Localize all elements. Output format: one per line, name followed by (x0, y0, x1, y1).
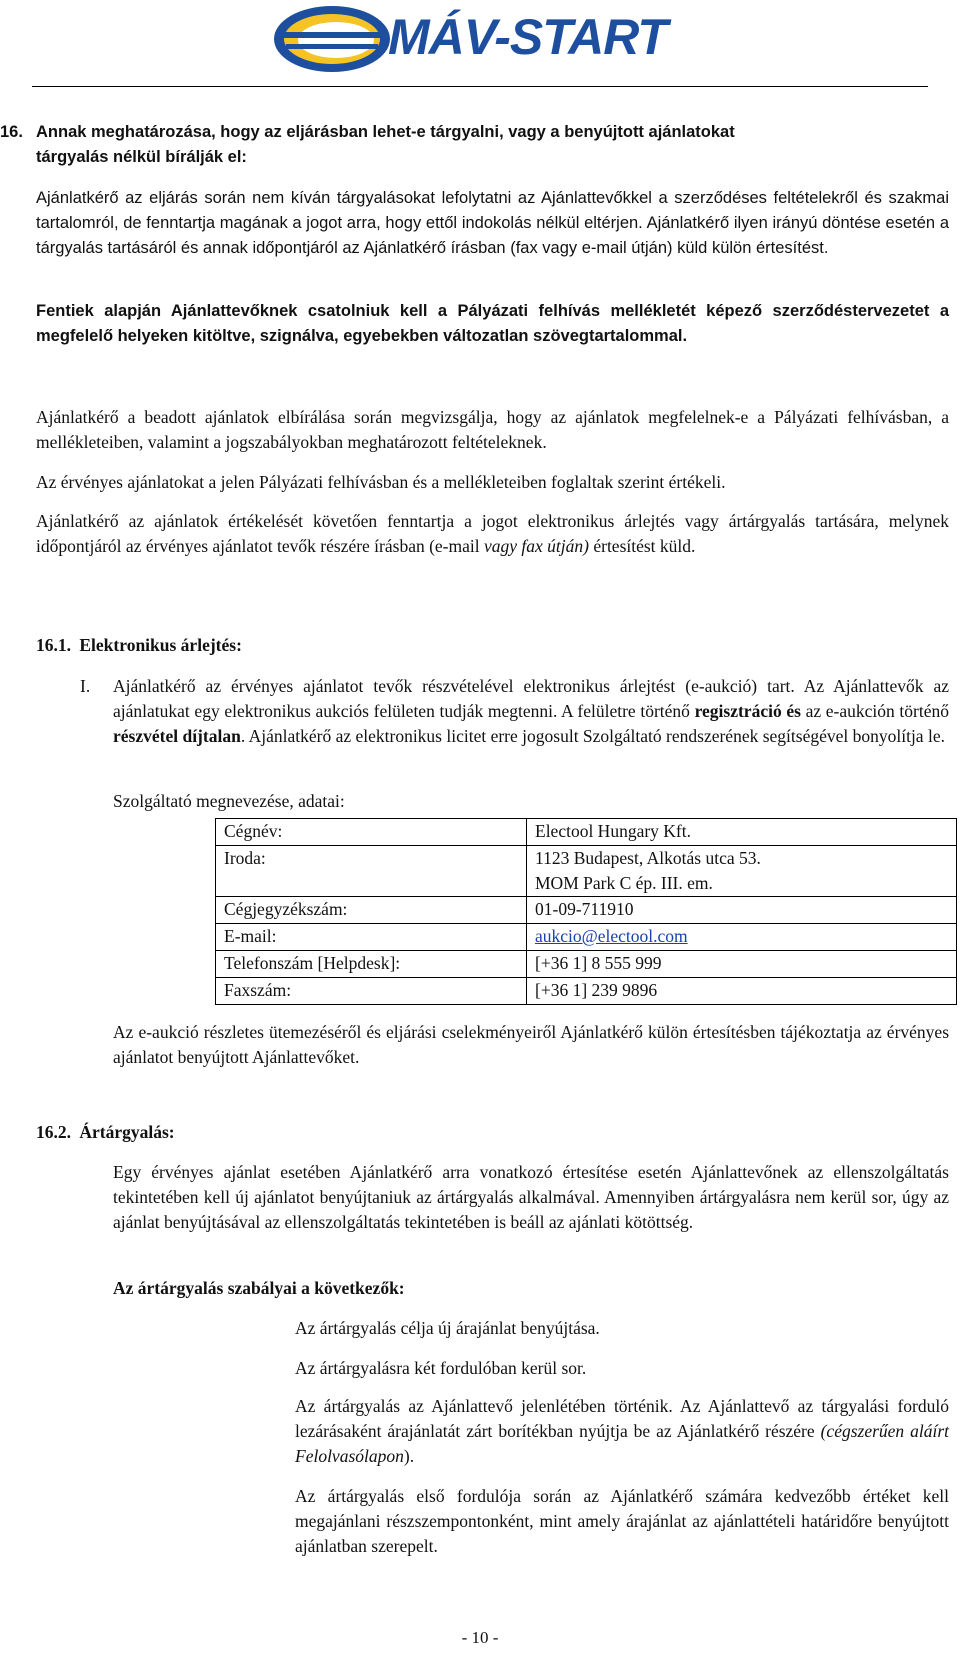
page-number: - 10 - (461, 1628, 499, 1647)
item-text-a: Ajánlatkérő az érvényes ajánlatot tevők részvételével elektronikus árlejtést (e-aukció) tart. Az Ajánlattevők az ajánlatukat egy elektronikus aukciós felületen tudják megtenni. A felületre történő (113, 676, 949, 721)
table-key: Faxszám: (216, 978, 527, 1005)
rule-2: Az ártárgyalásra két fordulóban kerül sor. (295, 1358, 587, 1378)
section-16-paragraph-3: Ajánlatkérő a beadott ajánlatok elbírálása során megvizsgálja, hogy az ajánlatok megfelelnek-e a Pályázati felhívásban, a mellékleteiben, valamint a jogszabályokban meghatározott feltételeknek. (36, 407, 949, 452)
table-row (216, 846, 957, 897)
table-value: 01-09-711910 (527, 897, 957, 924)
table-row (216, 951, 957, 978)
table-value-line1: 1123 Budapest, Alkotás utca 53. (535, 848, 761, 868)
mav-start-logo (270, 2, 690, 76)
section-16-2-heading (36, 1120, 636, 1145)
section-16-number: 16. (0, 123, 23, 141)
section-16-heading-line1: Annak meghatározása, hogy az eljárásban lehet-e tárgyalni, vagy a benyújtott ajánlatokat (36, 123, 735, 141)
rule-3-text-a: Az ártárgyalás az Ajánlattevő jelenlétében történik. Az Ajánlattevő az tárgyalási forduló lezárásaként árajánlatát zárt borítékban nyújtja be az Ajánlatkérő részére (295, 1396, 949, 1441)
header-rule (32, 86, 928, 87)
section-16-2-paragraph: Egy érvényes ajánlat esetében Ajánlatkérő arra vonatkozó értesítése esetén Ajánlattevőnek az ellenszolgáltatás tekintetében kell új ajánlatot benyújtaniuk az ártárgyalás alkalmával. Amennyiben ártárgyalásra nem kerül sor, úgy az ajánlat benyújtásával az ellenszolgáltatás tekintetében is beáll az ajánlati kötöttség. (113, 1162, 949, 1232)
section-16-1-title: Elektronikus árlejtés: (79, 635, 242, 655)
provider-table (215, 818, 957, 1005)
section-16-1-heading (36, 633, 636, 658)
section-16-1-item-marker: I. (80, 676, 91, 696)
table-key: Telefonszám [Helpdesk]: (216, 951, 527, 978)
rule-4: Az ártárgyalás első fordulója során az Ajánlatkérő számára kedvezőbb értéket kell megajánlani részszempontonként, mint amely árajánlat az ajánlattételi határidőre benyújtott ajánlatban szerepelt. (295, 1486, 949, 1556)
rule-1: Az ártárgyalás célja új árajánlat benyújtása. (295, 1318, 600, 1338)
section-16-2-title: Ártárgyalás: (79, 1122, 175, 1142)
rule-3 (295, 1394, 949, 1469)
rule-3-text-italic: (cégszerűen aláírt Felolvasólapon (295, 1421, 949, 1466)
paragraph-5-text-italic: vagy fax útján) (484, 536, 589, 556)
provider-title: Szolgáltató megnevezése, adatai: (113, 791, 345, 811)
email-link[interactable]: aukcio@electool.com (535, 926, 688, 946)
section-16-paragraph-2: Fentiek alapján Ajánlattevőknek csatolniuk kell a Pályázati felhívás mellékletét képező szerződéstervezetet a megfelelő helyeken kitöltve, szignálva, egyebekben változatlan szövegtartalommal. (36, 302, 949, 345)
table-key: Iroda: (216, 846, 527, 897)
paragraph-5-text-a: Ajánlatkérő az ajánlatok értékelését követően fenntartja a jogot elektronikus árlejtés vagy ártárgyalás tartására, melynek időpontjáról az érvényes ajánlatot tevők részére írásban (e-mail (36, 511, 949, 556)
table-value: [+36 1] 239 9896 (527, 978, 957, 1005)
rules-title: Az ártárgyalás szabályai a következők: (113, 1278, 405, 1298)
table-row (216, 924, 957, 951)
table-row (216, 819, 957, 846)
section-16-heading-line2: tárgyalás nélkül bírálják el: (36, 148, 247, 166)
table-value (527, 846, 957, 897)
after-table-paragraph: Az e-aukció részletes ütemezéséről és eljárási cselekményeiről Ajánlatkérő külön értesítésben tájékoztatja az érvényes ajánlatot benyújtott Ajánlattevőket. (113, 1022, 949, 1067)
section-16-1-item-text (113, 674, 949, 749)
table-value: Electool Hungary Kft. (527, 819, 957, 846)
item-text-e: . Ajánlatkérő az elektronikus licitet erre jogosult Szolgáltató rendszerének segítségével bonyolítja le. (240, 726, 945, 746)
item-text-participation: részvétel díjtalan (113, 726, 241, 746)
section-16-2-number: 16.2. (36, 1122, 71, 1142)
paragraph-5-text-c: értesítést küld. (588, 536, 696, 556)
table-key: E-mail: (216, 924, 527, 951)
logo-text: MÁV-START (388, 9, 667, 65)
item-text-registration: regisztráció és (694, 701, 801, 721)
section-16-paragraph-4: Az érvényes ajánlatokat a jelen Pályázati felhívásban és a mellékleteiben foglaltak szerint értékeli. (36, 472, 726, 492)
logo-swoosh-icon (270, 2, 400, 76)
section-16-paragraph-5 (36, 509, 949, 559)
table-value: [+36 1] 8 555 999 (527, 951, 957, 978)
table-key: Cégnév: (216, 819, 527, 846)
table-row (216, 897, 957, 924)
section-16-paragraph-1: Ajánlatkérő az eljárás során nem kíván tárgyalásokat lefolytatni az Ajánlattevőkkel a szerződéses feltételekről és szakmai tartalomról, de fenntartja magának a jogot arra, hogy ettől indokolás nélkül eltérjen. Ajánlatkérő ilyen irányú döntése esetén a tárgyalás tartásáról és annak időpontjáról az Ajánlatkérő írásban (fax vagy e-mail útján) küld külön értesítést. (36, 189, 949, 257)
item-text-c: az e-aukción történő (800, 701, 949, 721)
table-value-line2: MOM Park C ép. III. em. (535, 873, 713, 893)
rule-3-text-c: ). (403, 1446, 415, 1466)
section-16-1-number: 16.1. (36, 635, 71, 655)
table-value (527, 924, 957, 951)
table-row (216, 978, 957, 1005)
table-key: Cégjegyzékszám: (216, 897, 527, 924)
